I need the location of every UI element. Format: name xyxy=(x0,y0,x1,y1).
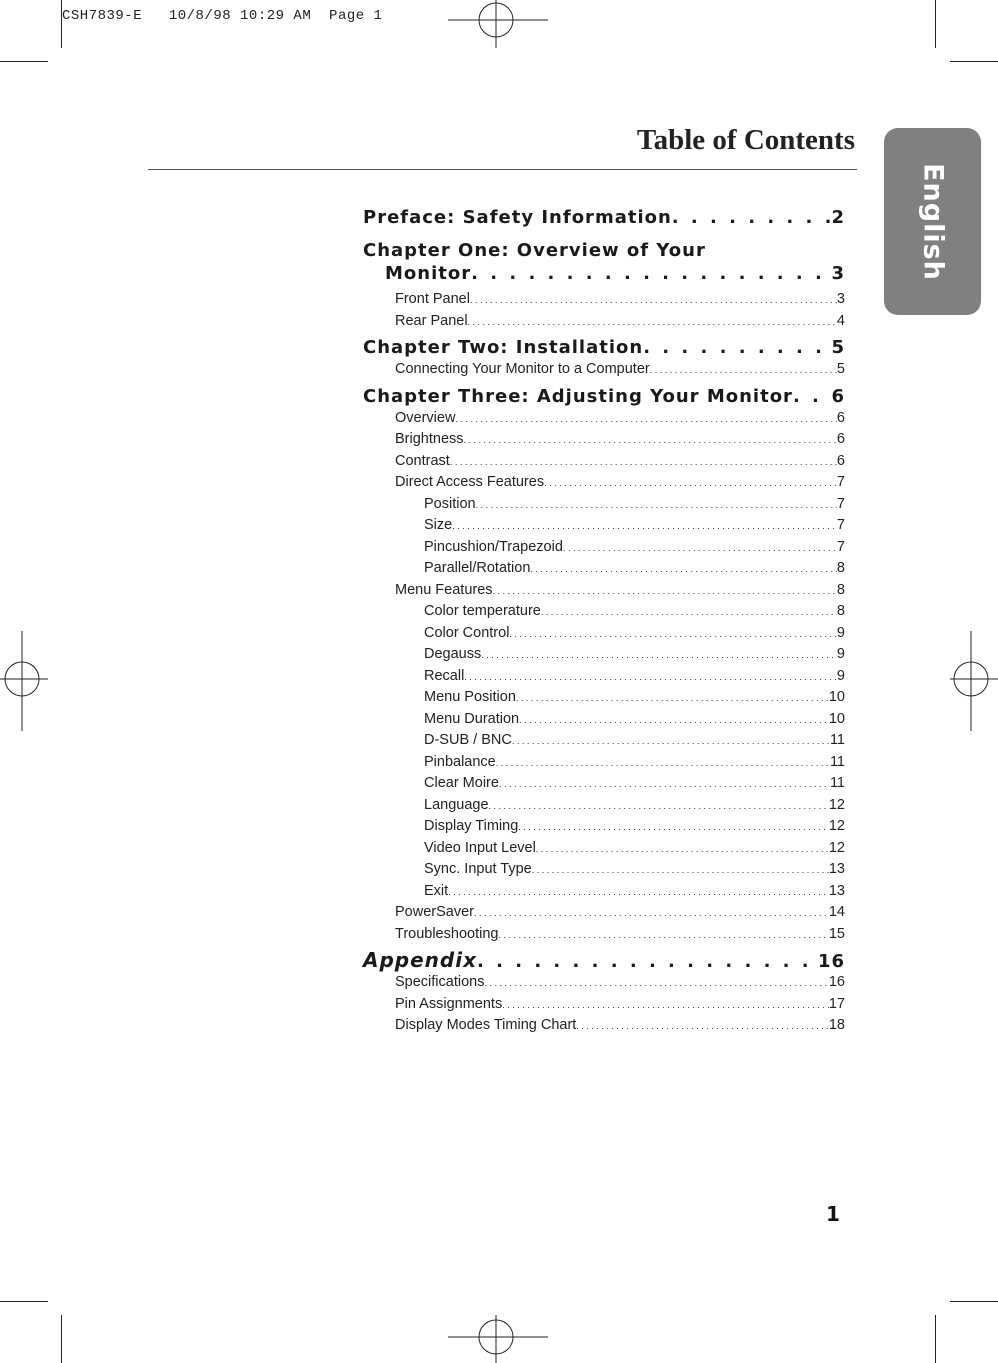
toc-label: D-SUB / BNC xyxy=(424,732,512,748)
toc-page: 6 xyxy=(836,409,845,426)
toc-label: Specifications xyxy=(395,974,485,990)
dot-leader xyxy=(474,902,829,925)
dot-leader xyxy=(544,472,837,495)
toc-subsection[interactable] xyxy=(363,773,845,795)
toc-label: Contrast xyxy=(395,452,450,469)
dot-leader xyxy=(455,408,836,431)
title-rule xyxy=(148,169,857,170)
toc-subsection[interactable] xyxy=(363,816,845,838)
dot-leader xyxy=(468,311,837,334)
toc-label: Chapter Two: Installation xyxy=(363,337,644,358)
toc-label: Video Input Level xyxy=(424,839,536,856)
toc-label: Brightness xyxy=(395,431,464,447)
dot-leader xyxy=(499,773,830,796)
toc-appendix[interactable] xyxy=(363,949,845,972)
toc-label: PowerSaver xyxy=(395,904,474,920)
toc-subsection[interactable] xyxy=(363,795,845,817)
toc-label: Sync. Input Type xyxy=(424,861,532,877)
toc-chapter-preface[interactable] xyxy=(363,206,845,229)
toc-label: Pin Assignments xyxy=(395,995,503,1012)
toc-section[interactable] xyxy=(363,924,845,946)
toc-subsection[interactable] xyxy=(363,687,845,709)
toc-subsection[interactable] xyxy=(363,537,845,559)
dot-leader xyxy=(448,881,829,904)
toc-label: Pinbalance xyxy=(424,753,496,770)
dot-leader xyxy=(518,816,829,839)
dot-leader xyxy=(576,1015,829,1038)
toc-label: Connecting Your Monitor to a Computer xyxy=(395,361,650,377)
dot-leader xyxy=(536,838,829,861)
dot-leader xyxy=(477,950,818,973)
toc-subsection[interactable] xyxy=(363,623,845,645)
toc-subsection[interactable] xyxy=(363,515,845,537)
toc-page: 7 xyxy=(836,495,845,512)
toc-label: Recall xyxy=(424,667,465,684)
toc-page: 6 xyxy=(831,385,845,407)
toc-label: Parallel/Rotation xyxy=(424,560,531,576)
toc-page: 11 xyxy=(829,753,845,770)
dot-leader xyxy=(532,859,829,882)
toc-page: 7 xyxy=(836,538,845,555)
printer-slug: CSH7839-E 10/8/98 10:29 AM Page 1 xyxy=(62,8,383,24)
toc-section[interactable] xyxy=(363,359,845,381)
dot-leader xyxy=(464,429,837,452)
toc-subsection[interactable] xyxy=(363,752,845,774)
toc-page: 9 xyxy=(836,667,845,684)
dot-leader xyxy=(519,709,829,732)
toc-section[interactable] xyxy=(363,429,845,451)
toc-page: 6 xyxy=(836,452,845,469)
toc-page: 13 xyxy=(828,861,845,877)
crop-mark xyxy=(950,61,998,62)
toc-subsection[interactable] xyxy=(363,558,845,580)
crop-mark xyxy=(0,1301,48,1302)
toc-section[interactable] xyxy=(363,972,845,994)
toc-subsection[interactable] xyxy=(363,838,845,860)
dot-leader xyxy=(650,359,837,382)
toc-label: Position xyxy=(424,495,476,512)
toc-section[interactable] xyxy=(363,311,845,333)
dot-leader xyxy=(496,752,830,775)
toc-page: 7 xyxy=(836,517,845,533)
toc-label: Color temperature xyxy=(424,603,541,619)
toc-page: 12 xyxy=(828,818,845,834)
toc-label: Appendix xyxy=(363,948,477,972)
toc-page: 14 xyxy=(828,904,845,920)
dot-leader xyxy=(484,972,828,995)
toc-page: 16 xyxy=(817,951,845,972)
toc-label: Overview xyxy=(395,409,456,426)
toc-page: 10 xyxy=(828,710,845,727)
toc-page: 5 xyxy=(836,361,845,377)
toc-subsection[interactable] xyxy=(363,666,845,688)
toc-page: 12 xyxy=(828,839,845,856)
toc-page: 3 xyxy=(831,263,845,284)
toc-label: Color Control xyxy=(424,624,510,641)
toc-page: 13 xyxy=(828,882,845,899)
toc-label: Pincushion/Trapezoid xyxy=(424,538,563,555)
toc-label: Preface: Safety Information xyxy=(363,207,672,228)
dot-leader xyxy=(563,537,837,560)
toc-page: 6 xyxy=(836,431,845,447)
toc-section-list xyxy=(363,289,845,332)
crop-mark xyxy=(61,0,62,48)
dot-leader xyxy=(643,336,831,359)
dot-leader xyxy=(452,515,837,538)
toc-page: 12 xyxy=(828,796,845,813)
dot-leader xyxy=(672,206,832,229)
toc-page: 11 xyxy=(829,732,845,748)
toc-section[interactable] xyxy=(363,902,845,924)
toc-section[interactable] xyxy=(363,472,845,494)
toc-chapter-three[interactable] xyxy=(363,385,845,408)
dot-leader xyxy=(471,262,831,285)
toc-chapter-two[interactable] xyxy=(363,336,845,359)
dot-leader xyxy=(541,601,837,624)
dot-leader xyxy=(512,730,830,753)
registration-mark-right xyxy=(950,629,998,733)
toc-chapter-one[interactable] xyxy=(363,239,845,285)
dot-leader xyxy=(489,795,829,818)
toc-section-list xyxy=(363,972,845,1037)
language-tab xyxy=(884,128,981,315)
toc-label: Menu Position xyxy=(424,689,516,705)
toc-page: 9 xyxy=(836,646,845,662)
toc-page: 8 xyxy=(836,560,845,576)
registration-mark-left xyxy=(0,629,48,733)
toc-page: 8 xyxy=(836,581,845,598)
dot-leader xyxy=(470,289,837,312)
toc-label: Exit xyxy=(424,882,449,899)
toc-label: Monitor xyxy=(385,263,472,284)
toc-label: Rear Panel xyxy=(395,312,468,329)
toc-page: 16 xyxy=(828,974,845,990)
crop-mark xyxy=(0,61,48,62)
toc-subsection[interactable] xyxy=(363,709,845,731)
toc-page: 8 xyxy=(836,603,845,619)
toc-page: 3 xyxy=(836,291,845,307)
toc-section[interactable] xyxy=(363,1015,845,1037)
dot-leader xyxy=(530,558,837,581)
toc-subsection[interactable] xyxy=(363,644,845,666)
toc-subsection[interactable] xyxy=(363,601,845,623)
toc-label: Size xyxy=(424,517,453,533)
toc-section[interactable] xyxy=(363,451,845,473)
toc-page: 9 xyxy=(836,624,845,641)
dot-leader xyxy=(509,623,837,646)
toc-label: Language xyxy=(424,796,489,813)
toc-label: Front Panel xyxy=(395,291,470,307)
toc-label: Menu Features xyxy=(395,581,493,598)
toc-label: Chapter One: Overview of Your xyxy=(363,240,706,261)
page-number: 1 xyxy=(826,1202,840,1226)
crop-mark xyxy=(950,1301,998,1302)
toc-subsection[interactable] xyxy=(363,881,845,903)
toc-subsection[interactable] xyxy=(363,859,845,881)
toc-page: 4 xyxy=(836,312,845,329)
registration-mark-bottom xyxy=(446,1315,550,1363)
toc-section[interactable] xyxy=(363,994,845,1016)
crop-mark xyxy=(935,0,936,48)
toc-subsection[interactable] xyxy=(363,730,845,752)
toc-page: 18 xyxy=(828,1017,845,1033)
toc-section[interactable] xyxy=(363,289,845,311)
toc-label: Degauss xyxy=(424,646,482,662)
toc-label: Chapter Three: Adjusting Your Monitor xyxy=(363,385,793,407)
language-tab-label: English xyxy=(917,162,948,281)
toc-page: 2 xyxy=(831,207,845,228)
dot-leader xyxy=(464,666,837,689)
toc-section-list xyxy=(363,359,845,381)
dot-leader xyxy=(493,580,837,603)
dot-leader xyxy=(476,494,837,517)
toc-page: 17 xyxy=(828,995,845,1012)
crop-mark xyxy=(935,1315,936,1363)
table-of-contents xyxy=(363,206,845,1037)
toc-label: Display Timing xyxy=(424,818,519,834)
dot-leader xyxy=(516,687,829,710)
dot-leader xyxy=(481,644,837,667)
dot-leader xyxy=(498,924,828,947)
toc-page: 11 xyxy=(829,775,845,791)
toc-label: Clear Moire xyxy=(424,775,499,791)
toc-label: Direct Access Features xyxy=(395,474,545,490)
toc-subsection[interactable] xyxy=(363,494,845,516)
toc-label: Troubleshooting xyxy=(395,925,499,942)
dot-leader xyxy=(450,451,837,474)
toc-section-list xyxy=(363,408,845,946)
toc-page: 5 xyxy=(831,337,845,358)
registration-mark-top xyxy=(446,0,550,48)
toc-page: 10 xyxy=(828,689,845,705)
toc-page: 15 xyxy=(828,925,845,942)
dot-leader xyxy=(793,385,832,408)
dot-leader xyxy=(502,994,829,1017)
toc-section[interactable] xyxy=(363,408,845,430)
crop-mark xyxy=(61,1315,62,1363)
toc-label: Menu Duration xyxy=(424,710,520,727)
toc-page: 7 xyxy=(836,474,845,490)
page-title: Table of Contents xyxy=(636,124,855,156)
toc-label: Display Modes Timing Chart xyxy=(395,1017,577,1033)
toc-section[interactable] xyxy=(363,580,845,602)
